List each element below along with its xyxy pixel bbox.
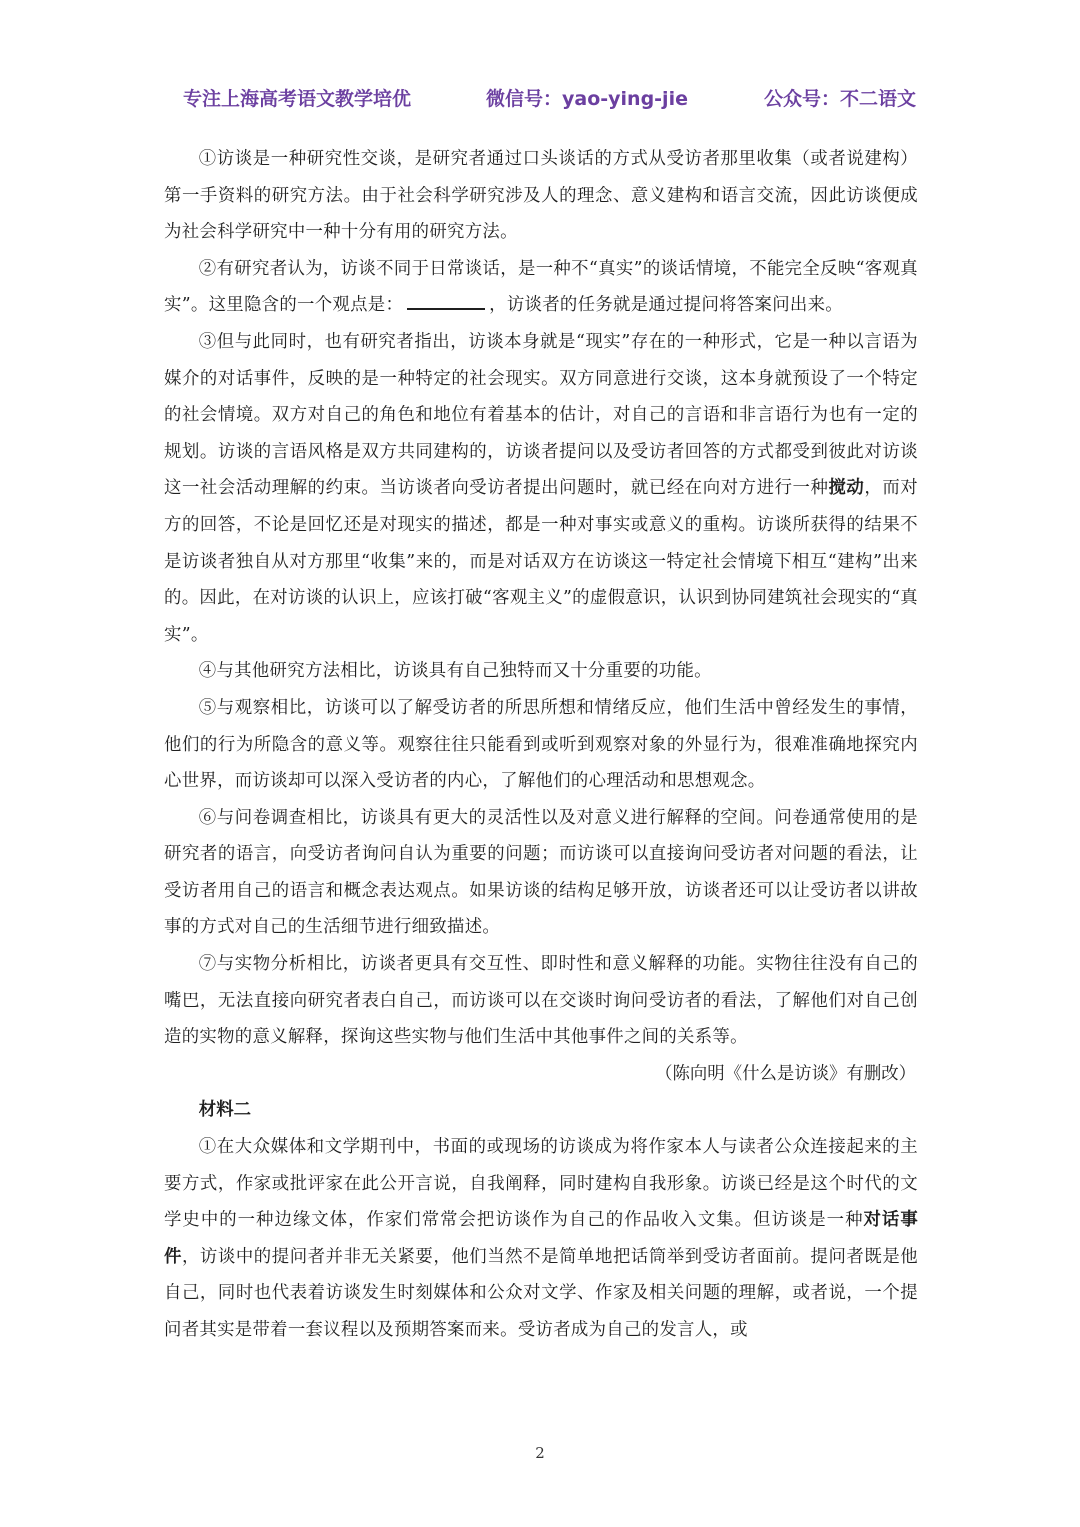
material1-paragraph-6: ⑥与问卷调查相比，访谈具有更大的灵活性以及对意义进行解释的空间。问卷通常使用的是研究者的语言，向受访者询问自认为重要的问题；而访谈可以直接询问受访者对问题的看法，让受访者用自己的语言和概念表达观点。如果访谈的结构足够开放，访谈者还可以让受访者以讲故事的方式对自己的生活细节进行细致描述。 — [164, 807, 918, 938]
fill-in-blank[interactable] — [407, 290, 485, 310]
bold-term-jiaodong: 搅动 — [828, 478, 865, 499]
material1-paragraph-1: ①访谈是一种研究性交谈，是研究者通过口头谈话的方式从受访者那里收集（或者说建构）第一手资料的研究方法。由于社会科学研究涉及人的理念、意义建构和语言交流，因此访谈便成为社会科学研究中一种十分有用的研究方法。 — [164, 149, 918, 243]
material2-paragraph-1-after: ，访谈中的提问者并非无关紧要，他们当然不是简单地把话筒举到受访者面前。提问者既是他自己，同时也代表着访谈发生时刻媒体和公众对文学、作家及相关问题的理解，或者说，一个提问者其实是带着一套议程以及预期答案而来。受访者成为自己的发言人，或 — [164, 1246, 918, 1340]
paragraph-2-text-after-blank: ，访谈者的任务就是通过提问将答案问出来。 — [489, 295, 843, 316]
page-header — [0, 84, 1080, 112]
material2-paragraph-1 — [164, 1129, 918, 1349]
paragraph-2-text-before-blank: ②有研究者认为，访谈不同于日常谈话，是一种不“真实”的谈话情境，不能完全反映“客观真实”。这里隐含的一个观点是： — [164, 258, 918, 316]
paragraph-3-text-after: ，而对方的回答，不论是回忆还是对现实的描述，都是一种对事实或意义的重构。访谈所获得的结果不是访谈者独自从对方那里“收集”来的，而是对话双方在访谈这一特定社会情境下相互“建构”出来的。因此，在对访谈的认识上，应该打破“客观主义”的虚假意识，认识到协同建筑社会现实的“真实”。 — [164, 478, 918, 645]
page-number: 2 — [535, 1444, 545, 1462]
bold-term-dialogue-event: 对话事件 — [164, 1210, 919, 1267]
material1-paragraph-7: ⑦与实物分析相比，访谈者更具有交互性、即时性和意义解释的功能。实物往往没有自己的嘴巴，无法直接向研究者表白自己，而访谈可以在交谈时询问受访者的看法，了解他们对自己创造的实物的意义解释，探询这些实物与他们生活中其他事件之间的关系等。 — [164, 954, 918, 1048]
material1-paragraph-3 — [164, 324, 918, 653]
document-body — [164, 141, 918, 1349]
material2-title: 材料二 — [198, 1100, 251, 1121]
material1-paragraph-5: ⑤与观察相比，访谈可以了解受访者的所思所想和情绪反应，他们生活中曾经发生的事情，他们的行为所隐含的意义等。观察往往只能看到或听到观察对象的外显行为，很难准确地探究内心世界，而访谈却可以深入受访者的内心，了解他们的心理活动和思想观念。 — [164, 697, 918, 792]
material2-paragraph-1-before: ①在大众媒体和文学期刊中，书面的或现场的访谈成为将作家本人与读者公众连接起来的主要方式，作家或批评家在此公开言说，自我阐释，同时建构自我形象。访谈已经是这个时代的文学史中的一种边缘文体，作家们常常会把访谈作为自己的作品收入文集。但访谈是一种 — [164, 1137, 918, 1231]
material1-paragraph-4: ④与其他研究方法相比，访谈具有自己独特而又十分重要的功能。 — [198, 661, 712, 682]
header-wechat-id: 微信号：yao-ying-jie — [486, 88, 688, 110]
material1-source-citation: （陈向明《什么是访谈》有删改） — [655, 1063, 916, 1084]
paragraph-3-text-before: ③但与此同时，也有研究者指出，访谈本身就是“现实”存在的一种形式，它是一种以言语为媒介的对话事件，反映的是一种特定的社会现实。双方同意进行交谈，这本身就预设了一个特定的社会情境。双方对自己的角色和地位有着基本的估计，对自己的言语和非言语行为也有一定的规划。访谈的言语风格是双方共同建构的，访谈者提问以及受访者回答的方式都受到彼此对访谈这一社会活动理解的约束。当访谈者向受访者提出问题时，就已经在向对方进行一种 — [164, 331, 918, 499]
material1-paragraph-2 — [164, 251, 918, 324]
header-public-account: 公众号：不二语文 — [764, 88, 917, 110]
header-focus-text: 专注上海高考语文教学培优 — [183, 88, 412, 110]
